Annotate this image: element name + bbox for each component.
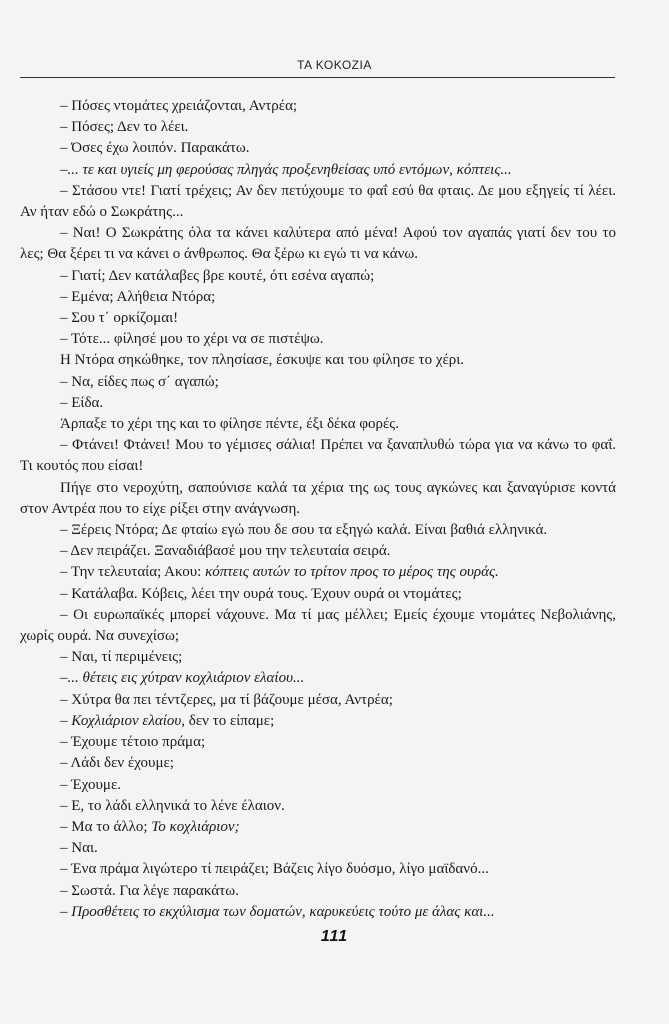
line-suffix: δεν το είπαμε; <box>185 712 275 729</box>
text-line: – Ένα πράμα λιγώτερο τί πειράζει; Βάζεις λίγο δυόσμο, λίγο μαϊδανό... <box>60 861 489 878</box>
text-line <box>20 160 616 181</box>
text-line: – Έχουμε τέτοιο πράμα; <box>60 734 206 751</box>
text-line: – Ναι! Ο Σωκράτης όλα τα κάνει καλύτερα από μένα! Αφού τον αγαπάς γιατί δεν του το λες; Θα ξέρει τι να κάνει ο άνθρωπος. Θα ξέρω κι εγώ τι να κάνω. <box>20 225 616 263</box>
text-line: – Δεν πειράζει. Ξαναδιάβασέ μου την τελευταία σειρά. <box>60 543 391 560</box>
text-line: – Σωστά. Για λέγε παρακάτω. <box>60 882 239 899</box>
text-line <box>20 902 616 923</box>
text-line: – Πόσες ντομάτες χρειάζονται, Αντρέα; <box>60 98 298 114</box>
italic-quote: Κοχλιάριον ελαίου, <box>71 712 186 729</box>
text-line: – Ε, το λάδι ελληνικά το λένε έλαιον. <box>60 797 285 814</box>
text-line: – Πόσες; Δεν το λέει. <box>60 119 189 136</box>
italic-quote: ... θέτεις εις χύτραν κοχλιάριον ελαίου... <box>67 670 305 687</box>
text-line <box>20 711 616 732</box>
line-prefix: – Μα το άλλο; <box>60 818 152 835</box>
text-line: – Να, είδες πως σ΄ αγαπώ; <box>60 373 219 390</box>
page-number: 111 <box>320 928 349 945</box>
text-line: – Ναι. <box>60 840 98 857</box>
text-line: – Χύτρα θα πει τέντζερες, μα τί βάζουμε μέσα, Αντρέα; <box>60 691 393 708</box>
text-line <box>20 562 616 583</box>
text-line: Η Ντόρα σηκώθηκε, τον πλησίασε, έσκυψε και του φίλησε το χέρι. <box>60 352 465 369</box>
text-line: – Όσες έχω λοιπόν. Παρακάτω. <box>60 140 250 157</box>
text-line: – Κατάλαβα. Κόβεις, λέει την ουρά τους. Έχουν ουρά οι ντομάτες; <box>60 585 462 602</box>
italic-quote: ... τε και υγιείς μη φερούσας πληγάς προξενηθείσας υπό εντόμων, κόπτεις... <box>67 161 512 178</box>
text-line: – Είδα. <box>60 394 104 411</box>
line-prefix: – <box>60 903 72 920</box>
line-prefix: – <box>60 712 72 729</box>
text-line: – Εμένα; Αλήθεια Ντόρα; <box>60 288 216 305</box>
italic-quote: κόπτεις αυτών το τρίτον προς το μέρος της ουράς. <box>205 564 499 581</box>
text-line <box>20 817 616 838</box>
text-line: Άρπαξε το χέρι της και το φίλησε πέντε, έξι δέκα φορές. <box>60 416 400 433</box>
text-line: – Σου τ΄ ορκίζομαι! <box>60 310 179 327</box>
text-line: – Φτάνει! Φτάνει! Μου το γέμισες σάλια! Πρέπει να ξαναπλυθώ τώρα για να κάνω το φαΐ. Τι κουτός που είσαι! <box>20 437 616 475</box>
text-line: – Τότε... φίλησέ μου το χέρι να σε πιστέψω. <box>60 331 324 348</box>
text-line: – Λάδι δεν έχουμε; <box>60 755 174 772</box>
text-line: – Στάσου ντε! Γιατί τρέχεις; Αν δεν πετύχουμε το φαΐ εσύ θα φταις. Δε μου εξηγείς τί λέει. Αν ήταν εδώ ο Σωκράτης... <box>20 182 616 221</box>
text-line: Πήγε στο νεροχύτη, σαπούνισε καλά τα χέρια της ως τους αγκώνες και ξαναγύρισε κοντά στον Αντρέα που το είχε ρίξει στην ανάγνωση. <box>20 479 616 517</box>
text-line: – Ναι, τί περιμένεις; <box>60 649 183 666</box>
text-body <box>20 96 616 923</box>
text-line: – Έχουμε. <box>60 776 122 793</box>
line-prefix: – Την τελευταία; Ακου: <box>60 564 206 581</box>
line-prefix: – <box>60 161 68 178</box>
text-line: – Γιατί; Δεν κατάλαβες βρε κουτέ, ότι εσένα αγαπώ; <box>60 267 375 284</box>
line-prefix: – <box>60 670 68 687</box>
text-line: – Ξέρεις Ντόρα; Δε φταίω εγώ που δε σου τα εξηγώ καλά. Είναι βαθιά ελληνικά. <box>60 522 548 539</box>
italic-quote: Το κοχλιάριον; <box>151 818 240 835</box>
running-header-title: ΤΑ ΚΟΚΟΖΙΑ <box>297 58 372 72</box>
text-line: – Οι ευρωπαϊκές μπορεί νάχουνε. Μα τί μας μέλλει; Εμείς έχουμε ντομάτες Νεβολιάνης, χωρίς ουρά. Να συνεχίσω; <box>20 606 616 645</box>
header-rule <box>20 77 615 78</box>
text-line <box>20 668 616 689</box>
italic-quote: Προσθέτεις το εκχύλισμα των δοματών, καρυκεύεις τούτο με άλας και... <box>71 903 495 920</box>
